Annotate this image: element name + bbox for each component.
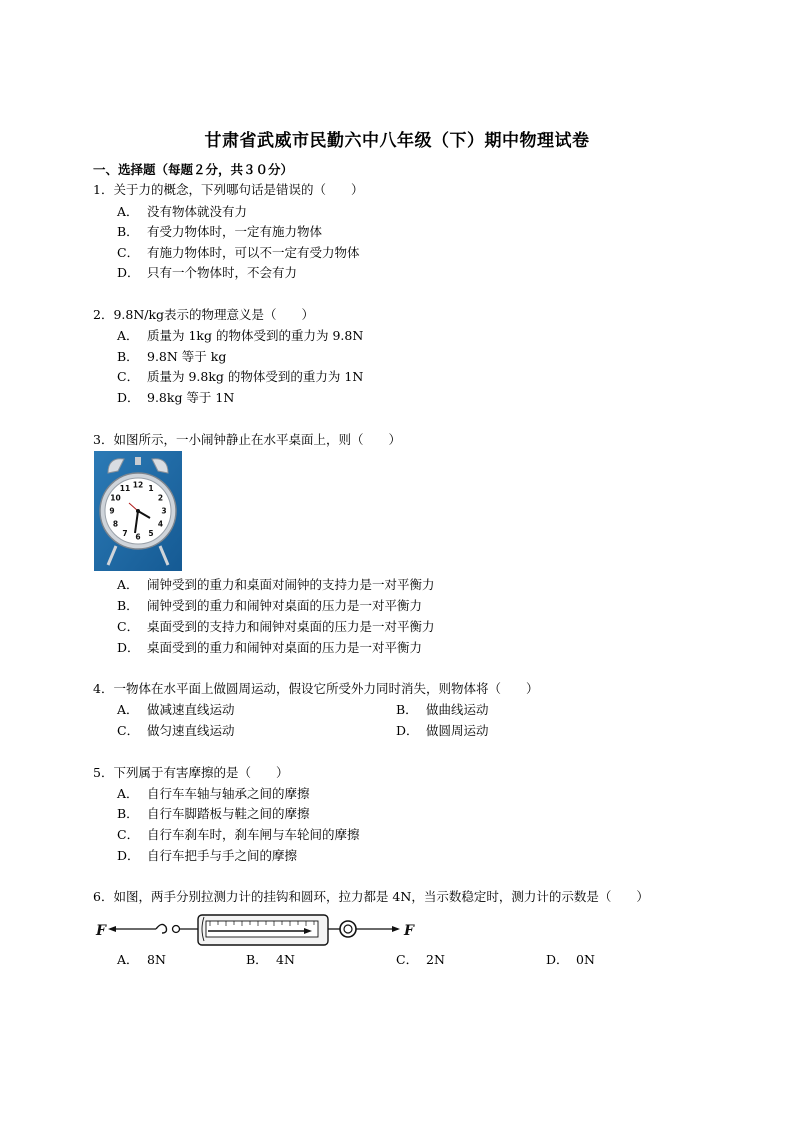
right-force-label: F [404,923,414,939]
alarm-clock-icon [94,451,182,571]
clock-numeral: 3 [161,506,167,516]
q4-option-d: D． 做圆周运动 [396,723,489,738]
clock-numeral: 9 [109,506,115,516]
clock-numeral: 11 [119,484,131,494]
question-4-stem: 4．一物体在水平面上做圆周运动，假设它所受外力同时消失，则物体将（ ） [93,681,539,696]
q1-option-d: D． 只有一个物体时，不会有力 [117,265,298,280]
q2-option-d: D． 9.8kg 等于 1N [117,390,235,405]
clock-numeral: 1 [148,484,154,494]
q6-option-a: A． 8N [117,952,166,967]
q2-option-a: A． 质量为 1kg 的物体受到的重力为 9.8N [117,328,364,343]
spring-scale-icon [94,907,424,949]
q3-option-c: C． 桌面受到的支持力和闹钟对桌面的压力是一对平衡力 [117,619,435,634]
clock-numeral: 4 [157,519,164,529]
clock-numeral: 2 [157,493,164,503]
q6-option-c: C． 2N [396,952,445,967]
q1-option-a: A． 没有物体就没有力 [117,204,248,219]
clock-numeral: 7 [122,529,128,539]
q3-option-d: D． 桌面受到的重力和闹钟对桌面的压力是一对平衡力 [117,640,423,655]
q6-option-b: B． 4N [246,952,295,967]
clock-numeral: 10 [110,493,121,503]
exam-title: 甘肃省武威市民勤六中八年级（下）期中物理试卷 [204,131,590,151]
q1-option-c: C． 有施力物体时，可以不一定有受力物体 [117,245,360,260]
q5-option-b: B． 自行车脚踏板与鞋之间的摩擦 [117,806,310,821]
q5-option-a: A． 自行车车轴与轴承之间的摩擦 [117,786,310,801]
q3-option-b: B． 闹钟受到的重力和闹钟对桌面的压力是一对平衡力 [117,598,423,613]
alarm-clock-image [94,451,182,571]
question-5-stem: 5．下列属于有害摩擦的是（ ） [93,765,289,780]
clock-numeral: 12 [132,480,144,490]
q6-option-d: D． 0N [546,952,595,967]
q4-option-c: C． 做匀速直线运动 [117,723,235,738]
question-6-stem: 6．如图，两手分别拉测力计的挂钩和圆环，拉力都是 4N，当示数稳定时，测力计的示数是（ ） [93,889,649,904]
q5-option-c: C． 自行车刹车时，刹车闸与车轮间的摩擦 [117,827,360,842]
q4-option-a: A． 做减速直线运动 [117,702,235,717]
clock-numeral: 5 [148,529,154,539]
question-1-stem: 1．关于力的概念，下列哪句话是错误的（ ） [93,182,364,197]
q1-option-b: B． 有受力物体时，一定有施力物体 [117,224,323,239]
q3-option-a: A． 闹钟受到的重力和桌面对闹钟的支持力是一对平衡力 [117,577,435,592]
q5-option-d: D． 自行车把手与手之间的摩擦 [117,848,298,863]
clock-numeral: 8 [112,519,119,529]
question-2-stem: 2．9.8N/kg表示的物理意义是（ ） [93,307,315,322]
section-heading: 一、选择题（每题２分，共３０分） [93,162,294,177]
q4-option-b: B． 做曲线运动 [396,702,489,717]
q2-option-b: B． 9.8N 等于 kg [117,349,227,364]
q2-option-c: C． 质量为 9.8kg 的物体受到的重力为 1N [117,369,364,384]
clock-numeral: 6 [135,532,141,542]
spring-scale-figure [94,907,424,949]
question-3-stem: 3．如图所示，一小闹钟静止在水平桌面上，则（ ） [93,432,401,447]
left-force-label: F [96,923,106,939]
